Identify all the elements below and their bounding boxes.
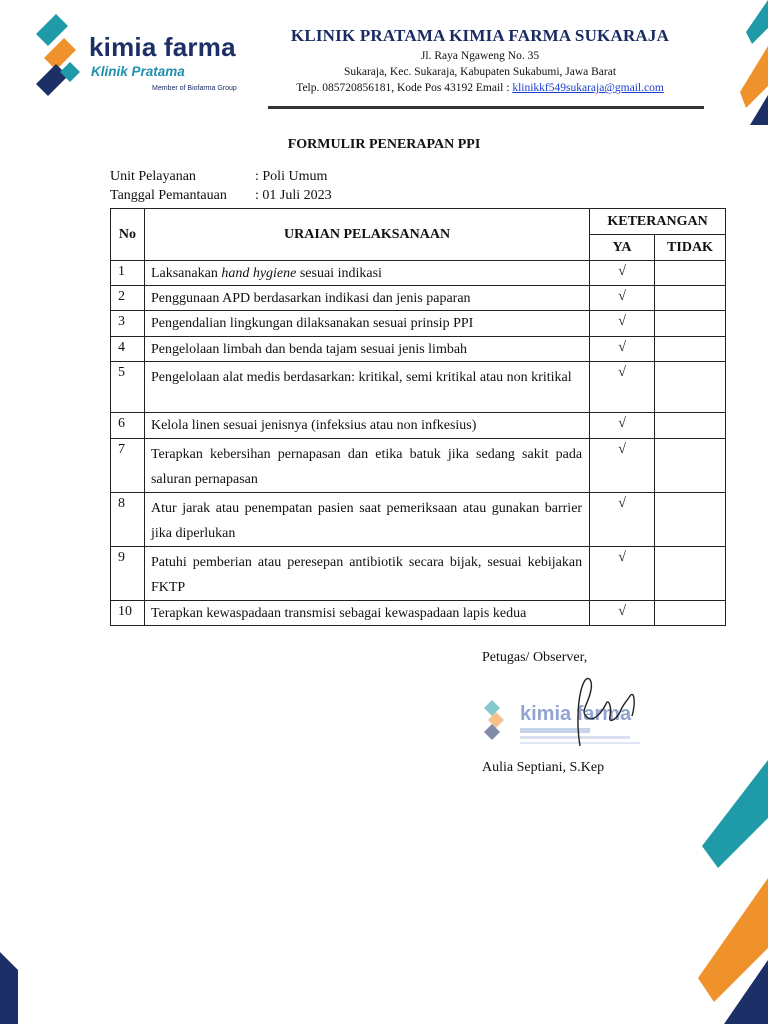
table-row bbox=[111, 311, 726, 337]
row-number: 10 bbox=[111, 601, 145, 626]
row-ya-check: √ bbox=[590, 493, 655, 547]
contact-line bbox=[270, 80, 690, 96]
form-title: FORMULIR PENERAPAN PPI bbox=[287, 137, 481, 152]
address-line-1: Jl. Raya Ngaweng No. 35 bbox=[420, 50, 540, 62]
address-line-2: Sukaraja, Kec. Sukaraja, Kabupaten Sukabumi, Jawa Barat bbox=[343, 66, 617, 78]
table-row bbox=[111, 337, 726, 362]
row-number: 1 bbox=[111, 261, 145, 286]
table-row bbox=[111, 601, 726, 626]
row-description: Terapkan kebersihan pernapasan dan etika batuk jika sedang sakit pada saluran pernapasan bbox=[144, 439, 589, 493]
row-description-post: sesuai indikasi bbox=[296, 266, 382, 281]
row-tidak-cell bbox=[655, 362, 726, 413]
date-value: : 01 Juli 2023 bbox=[255, 188, 332, 203]
logo-brand-text: kimia farma bbox=[89, 32, 236, 62]
table-row bbox=[111, 261, 726, 286]
row-number: 4 bbox=[111, 337, 145, 362]
table-row bbox=[111, 439, 726, 493]
row-ya-check: √ bbox=[590, 337, 655, 362]
row-description-pre: Laksanakan bbox=[150, 266, 222, 281]
table-row bbox=[111, 286, 726, 311]
header-ya: YA bbox=[590, 235, 655, 261]
unit-value: : Poli Umum bbox=[255, 169, 328, 184]
table-row bbox=[111, 413, 726, 439]
row-description: Penggunaan APD berdasarkan indikasi dan jenis paparan bbox=[144, 286, 589, 311]
row-description: Pengelolaan limbah dan benda tajam sesuai jenis limbah bbox=[144, 337, 589, 362]
kimia-farma-mark-icon bbox=[34, 12, 84, 100]
row-tidak-cell bbox=[655, 439, 726, 493]
row-ya-check: √ bbox=[590, 547, 655, 601]
row-description: Pengendalian lingkungan dilaksanakan sesuai prinsip PPI bbox=[144, 311, 589, 337]
row-tidak-cell bbox=[655, 547, 726, 601]
row-description bbox=[144, 261, 589, 286]
row-number: 5 bbox=[111, 362, 145, 413]
row-ya-check: √ bbox=[590, 261, 655, 286]
unit-label: Unit Pelayanan bbox=[110, 169, 196, 184]
decorative-ribbon-top-right bbox=[738, 0, 768, 125]
header-description: URAIAN PELAKSANAAN bbox=[144, 209, 589, 261]
header-tidak: TIDAK bbox=[655, 235, 726, 261]
row-ya-check: √ bbox=[590, 413, 655, 439]
clinic-stamp-signature bbox=[484, 672, 654, 752]
row-description: Kelola linen sesuai jenisnya (infeksius atau non infkesius) bbox=[144, 413, 589, 439]
row-description: Terapkan kewaspadaan transmisi sebagai kewaspadaan lapis kedua bbox=[144, 601, 589, 626]
row-description: Atur jarak atau penempatan pasien saat pemeriksaan atau gunakan barrier jika diperlukan bbox=[144, 493, 589, 547]
table-row bbox=[111, 493, 726, 547]
row-number: 7 bbox=[111, 439, 145, 493]
header-keterangan: KETERANGAN bbox=[590, 209, 726, 235]
row-tidak-cell bbox=[655, 493, 726, 547]
row-ya-check: √ bbox=[590, 286, 655, 311]
contact-prefix: Telp. 085720856181, Kode Pos 43192 Email : bbox=[296, 82, 513, 94]
row-number: 6 bbox=[111, 413, 145, 439]
table-row bbox=[111, 362, 726, 413]
decorative-ribbon-bottom-left bbox=[0, 952, 20, 1024]
row-ya-check: √ bbox=[590, 362, 655, 413]
logo-member-text: Member of Biofarma Group bbox=[152, 85, 237, 92]
stamp-brand-text: kimia farma bbox=[520, 703, 632, 725]
row-description-emphasis: hand hygiene bbox=[221, 266, 297, 281]
email-link[interactable]: klinikkf549sukaraja@gmail.com bbox=[512, 82, 664, 94]
row-tidak-cell bbox=[655, 286, 726, 311]
row-tidak-cell bbox=[655, 337, 726, 362]
row-tidak-cell bbox=[655, 311, 726, 337]
row-description: Pengelolaan alat medis berdasarkan: kritikal, semi kritikal atau non kritikal bbox=[144, 362, 589, 413]
row-ya-check: √ bbox=[590, 311, 655, 337]
row-number: 3 bbox=[111, 311, 145, 337]
date-label: Tanggal Pemantauan bbox=[110, 188, 227, 203]
row-tidak-cell bbox=[655, 413, 726, 439]
table-row bbox=[111, 547, 726, 601]
clinic-name: KLINIK PRATAMA KIMIA FARMA SUKARAJA bbox=[290, 26, 670, 45]
header-divider bbox=[268, 106, 704, 109]
row-ya-check: √ bbox=[590, 601, 655, 626]
row-number: 9 bbox=[111, 547, 145, 601]
row-description: Patuhi pemberian atau peresepan antibiotik secara bijak, sesuai kebijakan FKTP bbox=[144, 547, 589, 601]
ppi-checklist-table bbox=[110, 208, 726, 626]
row-number: 2 bbox=[111, 286, 145, 311]
clinic-logo bbox=[34, 12, 259, 100]
row-tidak-cell bbox=[655, 261, 726, 286]
letterhead bbox=[270, 26, 690, 96]
header-no: No bbox=[111, 209, 145, 261]
row-ya-check: √ bbox=[590, 439, 655, 493]
decorative-ribbon-bottom-right bbox=[698, 760, 768, 1024]
observer-name: Aulia Septiani, S.Kep bbox=[482, 760, 605, 775]
observer-label: Petugas/ Observer, bbox=[482, 650, 588, 665]
row-tidak-cell bbox=[655, 601, 726, 626]
row-number: 8 bbox=[111, 493, 145, 547]
logo-subtitle: Klinik Pratama bbox=[91, 64, 185, 79]
